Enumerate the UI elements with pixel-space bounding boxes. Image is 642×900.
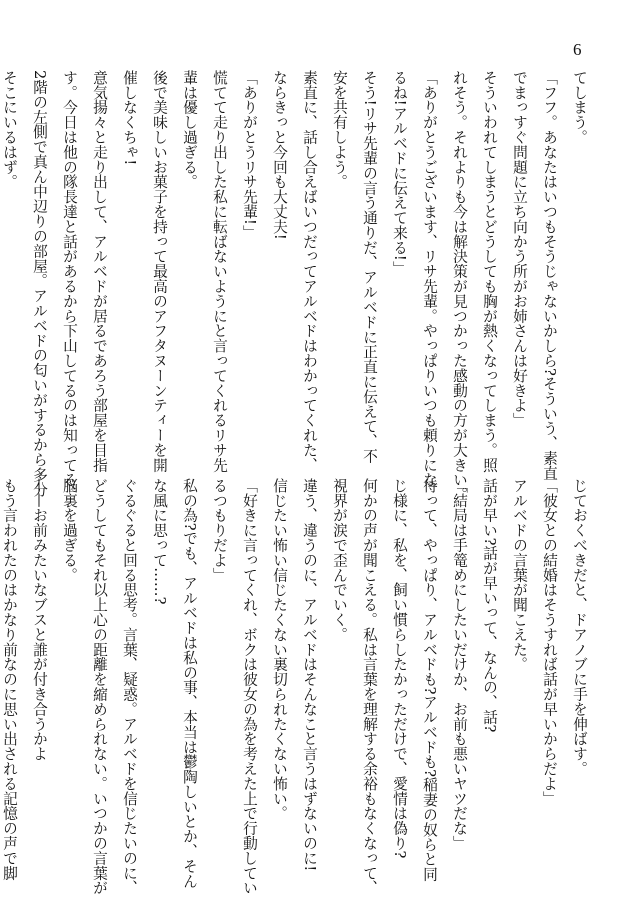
text-line: 何かの声が聞こえる。私は言葉を理解する余裕もなくなって、 — [361, 478, 378, 896]
text-line: 話が早い?話が早いって、なんの、話? — [481, 478, 498, 733]
text-line: 「ありがとうございます、リサ先輩。やっぱりいつも頼りにな — [421, 70, 438, 488]
text-line: 安を共有しよう。 — [331, 70, 348, 190]
upper-text-block — [1, 70, 594, 503]
text-line: 2階の左側で真ん中辺りの部屋。アルベドの匂いがするから多分 — [31, 70, 48, 497]
text-line: 慌てて走り出した私に転ばないようにと言ってくれるリサ先 — [211, 70, 228, 473]
text-line: 輩は優し過ぎる。 — [181, 70, 198, 190]
text-line: 「好きに言ってくれ、ボクは彼女の為を考えた上で行動してい — [241, 478, 258, 896]
text-line: もう言われたのはかなり前なのに思い出される記憶の声で脚 — [1, 478, 18, 881]
text-line: ——お前みたいなブスと誰が付き合うかよ — [31, 478, 48, 762]
text-line: るつもりだよ」 — [211, 478, 228, 583]
text-line: じ様に、私を、飼い慣らしたかっただけで、愛情は偽り? — [391, 478, 408, 859]
text-line: どうしてもそれ以上心の距離を縮められない。いつかの言葉が — [91, 478, 108, 896]
text-line: 「結局は手篭めにしたいだけか、お前も悪いヤツだな」 — [451, 478, 468, 851]
text-line: でまっすぐ問題に立ち向かう所がお姉さんは好きよ」 — [511, 70, 528, 428]
text-line: 素直に、話し合えばいつだってアルベドはわかってくれた、 — [301, 70, 318, 473]
text-line: じておくべきだと、ドアノブに手を伸ばす。 — [571, 478, 588, 776]
page-number: 6 — [573, 40, 582, 59]
text-line: てしまう。 — [571, 70, 588, 145]
text-line: 意気揚々と走り出して、アルベドが居るであろう部屋を目指 — [91, 70, 108, 473]
text-line: 後で美味しいお菓子を持って最高のアフタヌーンティーを開 — [151, 70, 168, 473]
text-line: 私の為?でも、アルベドは私の事、本当は鬱陶しいとか、そん — [181, 478, 198, 889]
text-line: 催しなくちゃ! — [121, 70, 138, 166]
text-line: そういわれてしまうとどうしても胸が熱くなってしまう。照 — [481, 70, 498, 473]
text-line: 「フフ。あなたはいつもそうじゃないかしら?そういう、素直 — [541, 70, 558, 481]
text-line: アルベドの言葉が聞こえた。 — [511, 478, 528, 672]
text-line: ぐるぐると回る思考。言葉、疑惑。アルベドを信じたいのに、 — [121, 478, 138, 896]
text-line: 「ありがとうリサ先輩!」 — [241, 70, 258, 241]
text-line: す。今日は他の隊長達と話があるから下山してるのは知ってる。 — [61, 70, 78, 503]
text-line: ならきっと今回も大丈夫! — [271, 70, 288, 241]
text-line: そこにいるはず。 — [1, 70, 18, 190]
text-line: そう!リサ先輩の言う通りだ、アルベドに正直に伝えて、不 — [361, 70, 378, 464]
text-line: 「彼女との結婚はそうすれば話が早いからだよ」 — [541, 478, 558, 806]
text-line: れそう。それよりも今は解決策が見つかった感動の方が大きい。 — [451, 70, 468, 503]
text-line: な風に思って......? — [151, 478, 168, 605]
text-line: 違う、違うのに、アルベドはそんなこと言うはずないのに! — [301, 478, 318, 872]
text-line: るね!アルベドに伝えて来る!」 — [391, 70, 408, 276]
text-line: 視界が涙で歪んでいく。 — [331, 478, 348, 642]
text-line: 信じたい怖い信じたくない裏切られたくない怖い。 — [271, 478, 288, 821]
lower-text-block — [1, 478, 594, 896]
text-line: 脳裏を過ぎる。 — [61, 478, 78, 583]
text-line: 待って、やっぱり、アルベドも?アルベドも?稲妻の奴らと同 — [421, 478, 438, 882]
